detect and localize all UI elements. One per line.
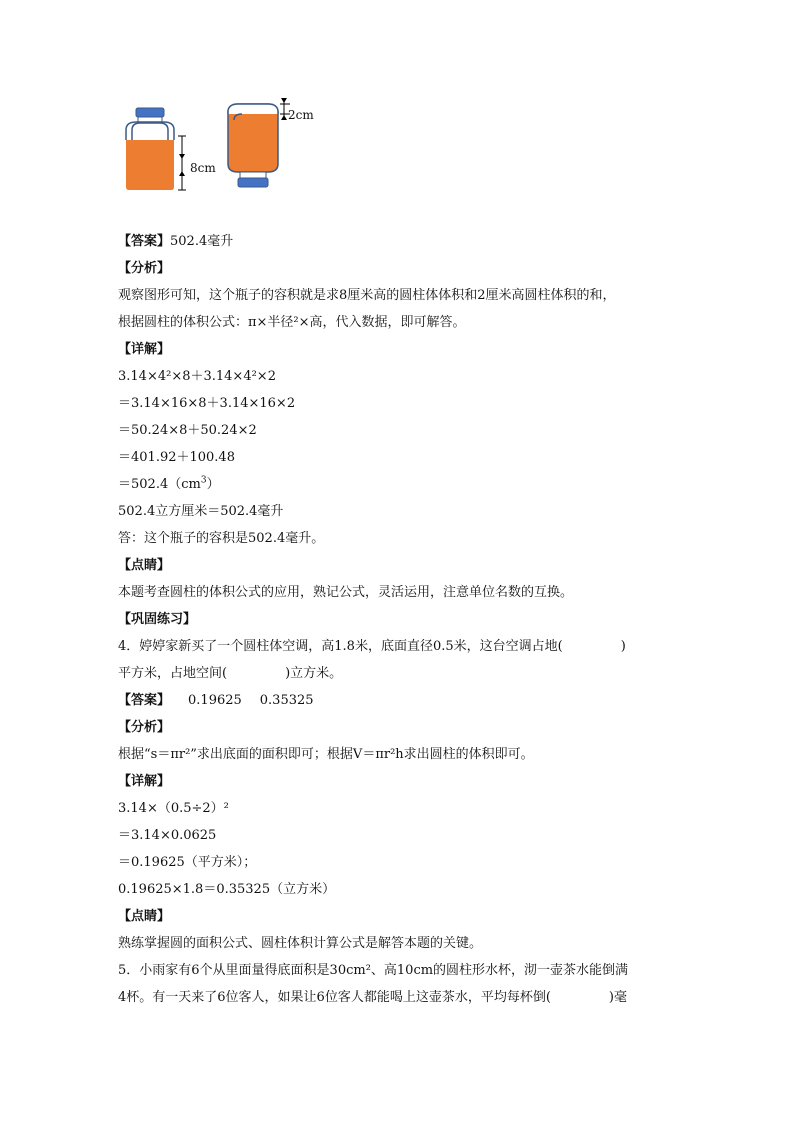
answer-heading: 【答案】	[118, 693, 171, 708]
height-2cm-arrow-down	[281, 98, 287, 103]
q4-answer-2: 0.35325	[259, 693, 314, 708]
q3-analysis-line-1: 观察图形可知，这个瓶子的容积就是求8厘米高的圆柱体体积和2厘米高圆柱体积的和，	[118, 288, 616, 303]
q4-stem-1b: )	[620, 639, 626, 654]
q4-step-4: 0.19625×1.8＝0.35325（立方米）	[118, 882, 336, 897]
bottle1-cap	[136, 108, 164, 117]
q4-analysis-heading: 【分析】	[118, 720, 171, 735]
q4-detail-heading: 【详解】	[118, 774, 171, 789]
q3-step-5-close: ）	[206, 477, 220, 492]
bottle1-liquid	[126, 140, 174, 190]
bottle-figure	[118, 96, 328, 196]
q4-answer	[118, 687, 678, 714]
answer-value: 502.4毫升	[170, 234, 234, 249]
q4-step-3: ＝0.19625（平方米）；	[118, 855, 257, 870]
q3-step-1: 3.14×4²×8＋3.14×4²×2	[118, 369, 276, 384]
q4-step-1: 3.14×（0.5÷2）²	[118, 801, 229, 816]
q4-comment: 熟练掌握圆的面积公式、圆柱体积计算公式是解答本题的关键。	[118, 936, 483, 951]
document-body	[118, 228, 678, 1011]
q4-stem-2b: )立方米。	[285, 666, 343, 681]
q4-stem-line-2	[118, 660, 678, 687]
answer-heading: 【答案】	[118, 234, 171, 249]
practice-heading: 【巩固练习】	[118, 612, 197, 627]
q5-stem-line-2	[118, 984, 678, 1011]
q3-step-2: ＝3.14×16×8＋3.14×16×2	[118, 396, 296, 411]
height-8cm-arrow-down	[179, 154, 185, 159]
q3-analysis-line-2: 根据圆柱的体积公式：π×半径²×高，代入数据，即可解答。	[118, 315, 466, 330]
q4-analysis: 根据“s＝πr²”求出底面的面积即可；根据V＝πr²h求出圆柱的体积即可。	[118, 747, 534, 762]
q3-reply: 答：这个瓶子的容积是502.4毫升。	[118, 531, 325, 546]
height-2cm-arrow-up	[281, 115, 287, 120]
q5-stem-2a: 4杯。有一天来了6位客人，如果让6位客人都能喝上这壶茶水，平均每杯倒(	[118, 990, 551, 1005]
q3-step-4: ＝401.92＋100.48	[118, 450, 235, 465]
bottle2-air-gap	[228, 104, 278, 114]
q3-step-5-text: ＝502.4（cm	[118, 477, 201, 492]
q5-stem-2b: )毫	[608, 990, 627, 1005]
q4-answer-1: 0.19625	[188, 693, 242, 708]
q3-detail-heading: 【详解】	[118, 342, 171, 357]
bottle2-liquid	[228, 104, 278, 172]
q3-step-5	[118, 471, 678, 498]
label-2cm: 2cm	[288, 108, 314, 122]
q4-comment-heading: 【点睛】	[118, 909, 171, 924]
q3-step-3: ＝50.24×8＋50.24×2	[118, 423, 257, 438]
q4-step-2: ＝3.14×0.0625	[118, 828, 217, 843]
q3-step-6: 502.4立方厘米＝502.4毫升	[118, 504, 284, 519]
q3-comment-heading: 【点睛】	[118, 558, 171, 573]
q4-stem-line-1	[118, 633, 678, 660]
bottle2-cap	[238, 178, 268, 187]
q3-answer	[118, 228, 678, 255]
q5-stem-line-1: 5．小雨家有6个从里面量得底面积是30cm²、高10cm的圆柱形水杯，沏一壶茶水能倒满	[118, 963, 629, 978]
q3-comment: 本题考查圆柱的体积公式的应用，熟记公式，灵活运用，注意单位名数的互换。	[118, 585, 574, 600]
label-8cm: 8cm	[190, 161, 216, 175]
q4-stem-1a: 4．婷婷家新买了一个圆柱体空调，高1.8米，底面直径0.5米，这台空调占地(	[118, 639, 563, 654]
q3-analysis-heading: 【分析】	[118, 261, 171, 276]
q4-stem-2a: 平方米，占地空间(	[118, 666, 228, 681]
q3-step-5-exponent: 3	[200, 475, 207, 486]
bottle2-neck	[240, 172, 266, 178]
height-8cm-arrow-up	[179, 171, 185, 176]
